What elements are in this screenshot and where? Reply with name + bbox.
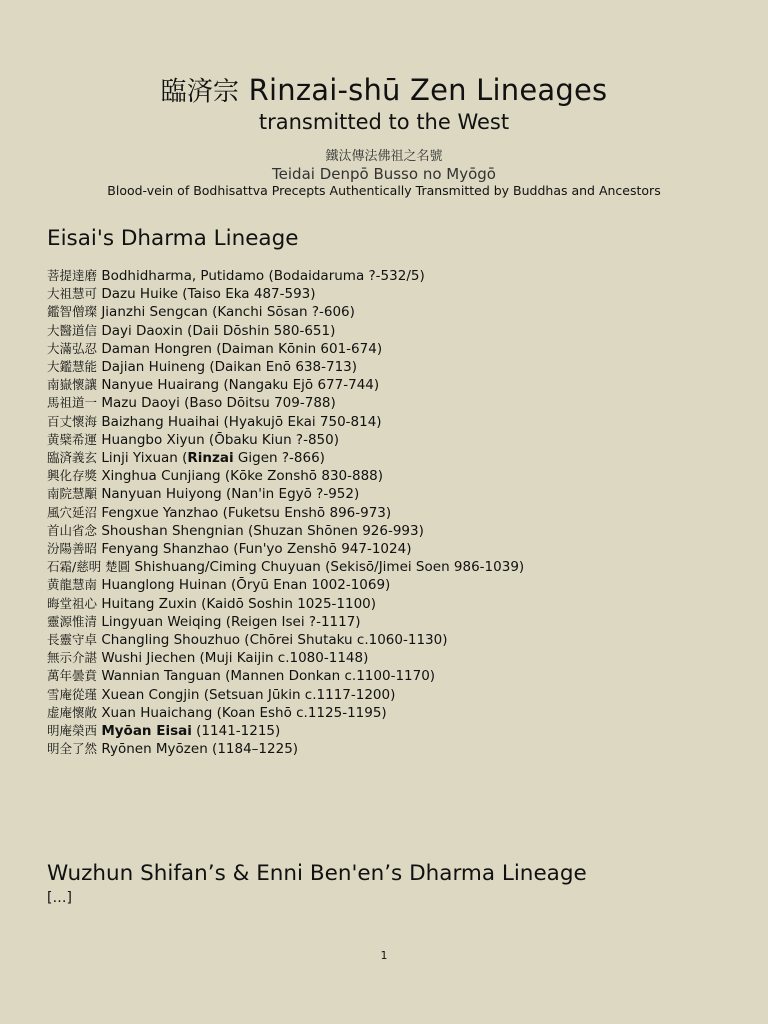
lineage-entry <box>47 467 524 485</box>
lineage-list <box>47 267 524 758</box>
lineage-entry-cjk: 臨済義玄 <box>47 450 98 466</box>
lineage-entry-text: Bodhidharma, Putidamo (Bodaidaruma ?-532/5) <box>101 268 425 284</box>
cjk-caption: 鐵汰傳法佛祖之名號 <box>325 149 443 164</box>
lineage-entry-text: Dayi Daoxin (Daii Dōshin 580-651) <box>101 322 336 339</box>
lineage-entry <box>47 358 524 376</box>
lineage-entry <box>47 558 524 576</box>
lineage-entry-cjk: 大鑑慧能 <box>47 359 98 375</box>
lineage-entry-text: Linji Yixuan ( <box>101 450 188 467</box>
lineage-entry-text: Fengxue Yanzhao (Fuketsu Enshō 896-973) <box>101 504 392 521</box>
lineage-entry-cjk: 風穴延沼 <box>47 504 98 520</box>
title-cjk: 臨済宗 <box>160 77 240 107</box>
lineage-entry-cjk: 南嶽懷讓 <box>47 377 98 393</box>
lineage-entry <box>47 631 524 649</box>
lineage-entry <box>47 595 524 613</box>
lineage-entry-cjk: 長靈守卓 <box>47 632 98 648</box>
lineage-entry-text: Shishuang/Ciming Chuyuan (Sekisō/Jimei Soen 986-1039) <box>134 559 525 576</box>
lineage-entry-cjk: 黄龍慧南 <box>47 577 98 593</box>
lineage-entry <box>47 413 524 431</box>
lineage-entry-cjk: 大醫道信 <box>47 322 98 338</box>
lineage-entry <box>47 704 524 722</box>
lineage-entry-cjk: 鑑智僧璨 <box>47 304 98 320</box>
lineage-entry <box>47 613 524 631</box>
lineage-entry <box>47 504 524 522</box>
lineage-entry <box>47 394 524 412</box>
lineage-entry-emphasis: Rinzai <box>187 450 234 467</box>
english-caption: Blood-vein of Bodhisattva Precepts Authentically Transmitted by Buddhas and Ancestors <box>107 183 661 198</box>
lineage-entry-text: Wannian Tanguan (Mannen Donkan c.1100-1170) <box>101 668 436 685</box>
section-heading-eisai: Eisai's Dharma Lineage <box>47 226 299 251</box>
lineage-entry-cjk: 黄檗希運 <box>47 431 98 447</box>
lineage-entry-emphasis: Myōan Eisai <box>101 723 192 740</box>
lineage-entry-text: Baizhang Huaihai (Hyakujō Ekai 750-814) <box>101 413 382 430</box>
lineage-entry-text: Nanyuan Huiyong (Nan'in Egyō ?-952) <box>101 486 360 503</box>
lineage-entry <box>47 686 524 704</box>
lineage-entry-cjk: 晦堂祖心 <box>47 595 98 611</box>
lineage-entry <box>47 522 524 540</box>
lineage-entry-text: Huangbo Xiyun (Ōbaku Kiun ?-850) <box>101 431 339 448</box>
lineage-entry-cjk: 大滿弘忍 <box>47 340 98 356</box>
lineage-entry-text: Xinghua Cunjiang (Kōke Zonshō 830-888) <box>101 468 384 485</box>
lineage-entry-text: Fenyang Shanzhao (Fun'yo Zenshō 947-1024) <box>101 541 412 558</box>
lineage-entry <box>47 267 524 285</box>
lineage-entry <box>47 340 524 358</box>
lineage-entry <box>47 740 524 758</box>
page-title <box>0 72 768 110</box>
lineage-entry <box>47 449 524 467</box>
section-ellipsis: […] <box>47 890 72 906</box>
lineage-entry-cjk: 百丈懷海 <box>47 413 98 429</box>
lineage-entry <box>47 376 524 394</box>
lineage-entry-cjk: 汾陽善昭 <box>47 541 98 557</box>
lineage-entry-cjk: 菩提達磨 <box>47 268 98 283</box>
lineage-entry-cjk: 明全了然 <box>47 741 98 757</box>
lineage-entry-text: Jianzhi Sengcan (Kanchi Sōsan ?-606) <box>101 304 355 321</box>
lineage-entry-text: Xuan Huaichang (Koan Eshō c.1125-1195) <box>101 704 387 721</box>
lineage-entry-cjk: 虚庵懷敞 <box>47 704 98 720</box>
lineage-entry <box>47 667 524 685</box>
lineage-entry-cjk: 雪庵從瑾 <box>47 686 98 702</box>
title-block <box>0 72 768 134</box>
lineage-entry <box>47 540 524 558</box>
lineage-entry <box>47 649 524 667</box>
lineage-entry-text: Lingyuan Weiqing (Reigen Isei ?-1117) <box>101 613 361 630</box>
title-text: Rinzai-shū Zen Lineages <box>248 73 608 107</box>
lineage-entry-text-tail: (1141-1215) <box>191 723 281 740</box>
lineage-entry-cjk: 石霜/慈明 楚圓 <box>47 559 131 575</box>
lineage-entry-cjk: 興化存獎 <box>47 468 98 484</box>
lineage-entry-cjk: 大祖慧可 <box>47 286 98 302</box>
lineage-entry-cjk: 首山省念 <box>47 522 98 538</box>
lineage-entry-cjk: 靈源惟清 <box>47 613 98 629</box>
lineage-entry <box>47 322 524 340</box>
romaji-caption: Teidai Denpō Busso no Myōgō <box>272 165 496 183</box>
lineage-entry-text: Ryōnen Myōzen (1184–1225) <box>101 741 299 758</box>
lineage-entry-text: Shoushan Shengnian (Shuzan Shōnen 926-993) <box>101 522 424 539</box>
page-number: 1 <box>380 949 388 962</box>
lineage-entry-cjk: 馬祖道一 <box>47 395 98 411</box>
lineage-entry <box>47 485 524 503</box>
section-heading-wuzhun-enni: Wuzhun Shifan’s & Enni Ben'en’s Dharma Lineage <box>47 861 587 886</box>
lineage-entry-text: Huanglong Huinan (Ōryū Enan 1002-1069) <box>101 577 391 594</box>
lineage-entry-text: Daman Hongren (Daiman Kōnin 601-674) <box>101 340 383 357</box>
lineage-entry-cjk: 明庵榮西 <box>47 723 98 739</box>
lineage-entry-text-tail: Gigen ?-866) <box>233 450 325 467</box>
lineage-entry-cjk: 南院慧顒 <box>47 486 98 502</box>
lineage-entry <box>47 285 524 303</box>
lineage-entry-text: Changling Shouzhuo (Chōrei Shutaku c.1060-1130) <box>101 632 448 649</box>
page-subtitle: transmitted to the West <box>258 110 510 134</box>
lineage-entry <box>47 303 524 321</box>
lineage-entry-cjk: 萬年曇賁 <box>47 668 98 684</box>
lineage-entry <box>47 431 524 449</box>
lineage-entry <box>47 722 524 740</box>
lineage-entry-text: Nanyue Huairang (Nangaku Ejō 677-744) <box>101 377 380 394</box>
lineage-entry-cjk: 無示介諶 <box>47 650 98 666</box>
lineage-entry-text: Huitang Zuxin (Kaidō Soshin 1025-1100) <box>101 595 377 612</box>
lineage-entry-text: Mazu Daoyi (Baso Dōitsu 709-788) <box>101 395 336 412</box>
lineage-entry-text: Wushi Jiechen (Muji Kaijin c.1080-1148) <box>101 650 369 667</box>
lineage-entry-text: Dazu Huike (Taiso Eka 487-593) <box>101 286 316 303</box>
lineage-entry-text: Dajian Huineng (Daikan Enō 638-713) <box>101 359 358 376</box>
lineage-entry-text: Xuean Congjin (Setsuan Jūkin c.1117-1200) <box>101 686 396 703</box>
lineage-entry <box>47 576 524 594</box>
